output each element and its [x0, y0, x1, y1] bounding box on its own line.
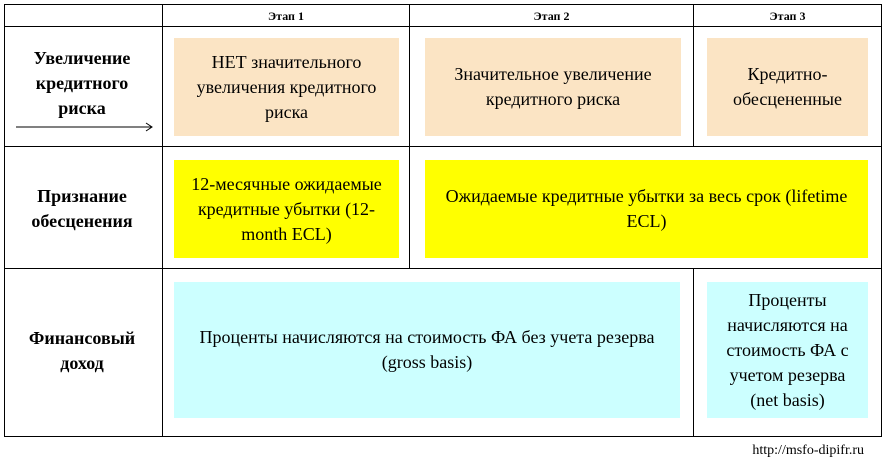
- table-top-border: [4, 4, 882, 5]
- income-stage3-box: Проценты начисляются на стоимость ФА с учетом резерва (net basis): [707, 282, 868, 418]
- credit-risk-stage1-box: НЕТ значительного увеличения кредитного риска: [174, 38, 399, 136]
- row-label-financial-income-line1: Финансовый: [28, 328, 136, 348]
- credit-risk-stage2-box: Значительное увеличение кредитного риска: [425, 38, 681, 136]
- arrow-right-icon: [16, 121, 156, 133]
- stage1-stage2-border-row2: [409, 146, 410, 269]
- table-right-border: [881, 4, 882, 437]
- source-url: http://msfo-dipifr.ru: [752, 443, 864, 458]
- row-label-credit-risk: [4, 46, 160, 121]
- header-stage1: Этап 1: [268, 9, 304, 23]
- stage1-stage2-border-top: [409, 4, 410, 147]
- impairment-stage23-box: Ожидаемые кредитные убытки за весь срок (lifetime ECL): [425, 160, 868, 258]
- header-bottom-border: [4, 26, 882, 27]
- row-label-credit-risk-line3: риска: [58, 98, 106, 118]
- stage2-stage3-border-top: [693, 4, 694, 147]
- row-label-impairment-line1: Признание: [37, 186, 127, 206]
- header-stage2: Этап 2: [533, 9, 570, 23]
- row2-bottom-border: [4, 268, 882, 269]
- impairment-stage1-box: 12-месячные ожидаемые кредитные убытки (12-month ECL): [174, 160, 399, 258]
- row-label-credit-risk-line1: Увеличение: [33, 48, 131, 68]
- table-bottom-border: [4, 436, 882, 437]
- row1-bottom-border: [4, 146, 882, 147]
- row-label-financial-income: [4, 325, 160, 377]
- income-stage12-box: Проценты начисляются на стоимость ФА без учета резерва (gross basis): [174, 282, 680, 418]
- row-label-financial-income-line2: доход: [60, 353, 104, 373]
- stage2-stage3-border-row3: [693, 268, 694, 437]
- row-label-credit-risk-line2: кредитного: [35, 73, 129, 93]
- credit-risk-stage3-box: Кредитно-обесцененные: [707, 38, 868, 136]
- row-label-impairment: [4, 183, 160, 235]
- row-label-impairment-line2: обесценения: [31, 211, 133, 231]
- label-column-border: [162, 4, 163, 437]
- header-stage3: Этап 3: [769, 9, 806, 23]
